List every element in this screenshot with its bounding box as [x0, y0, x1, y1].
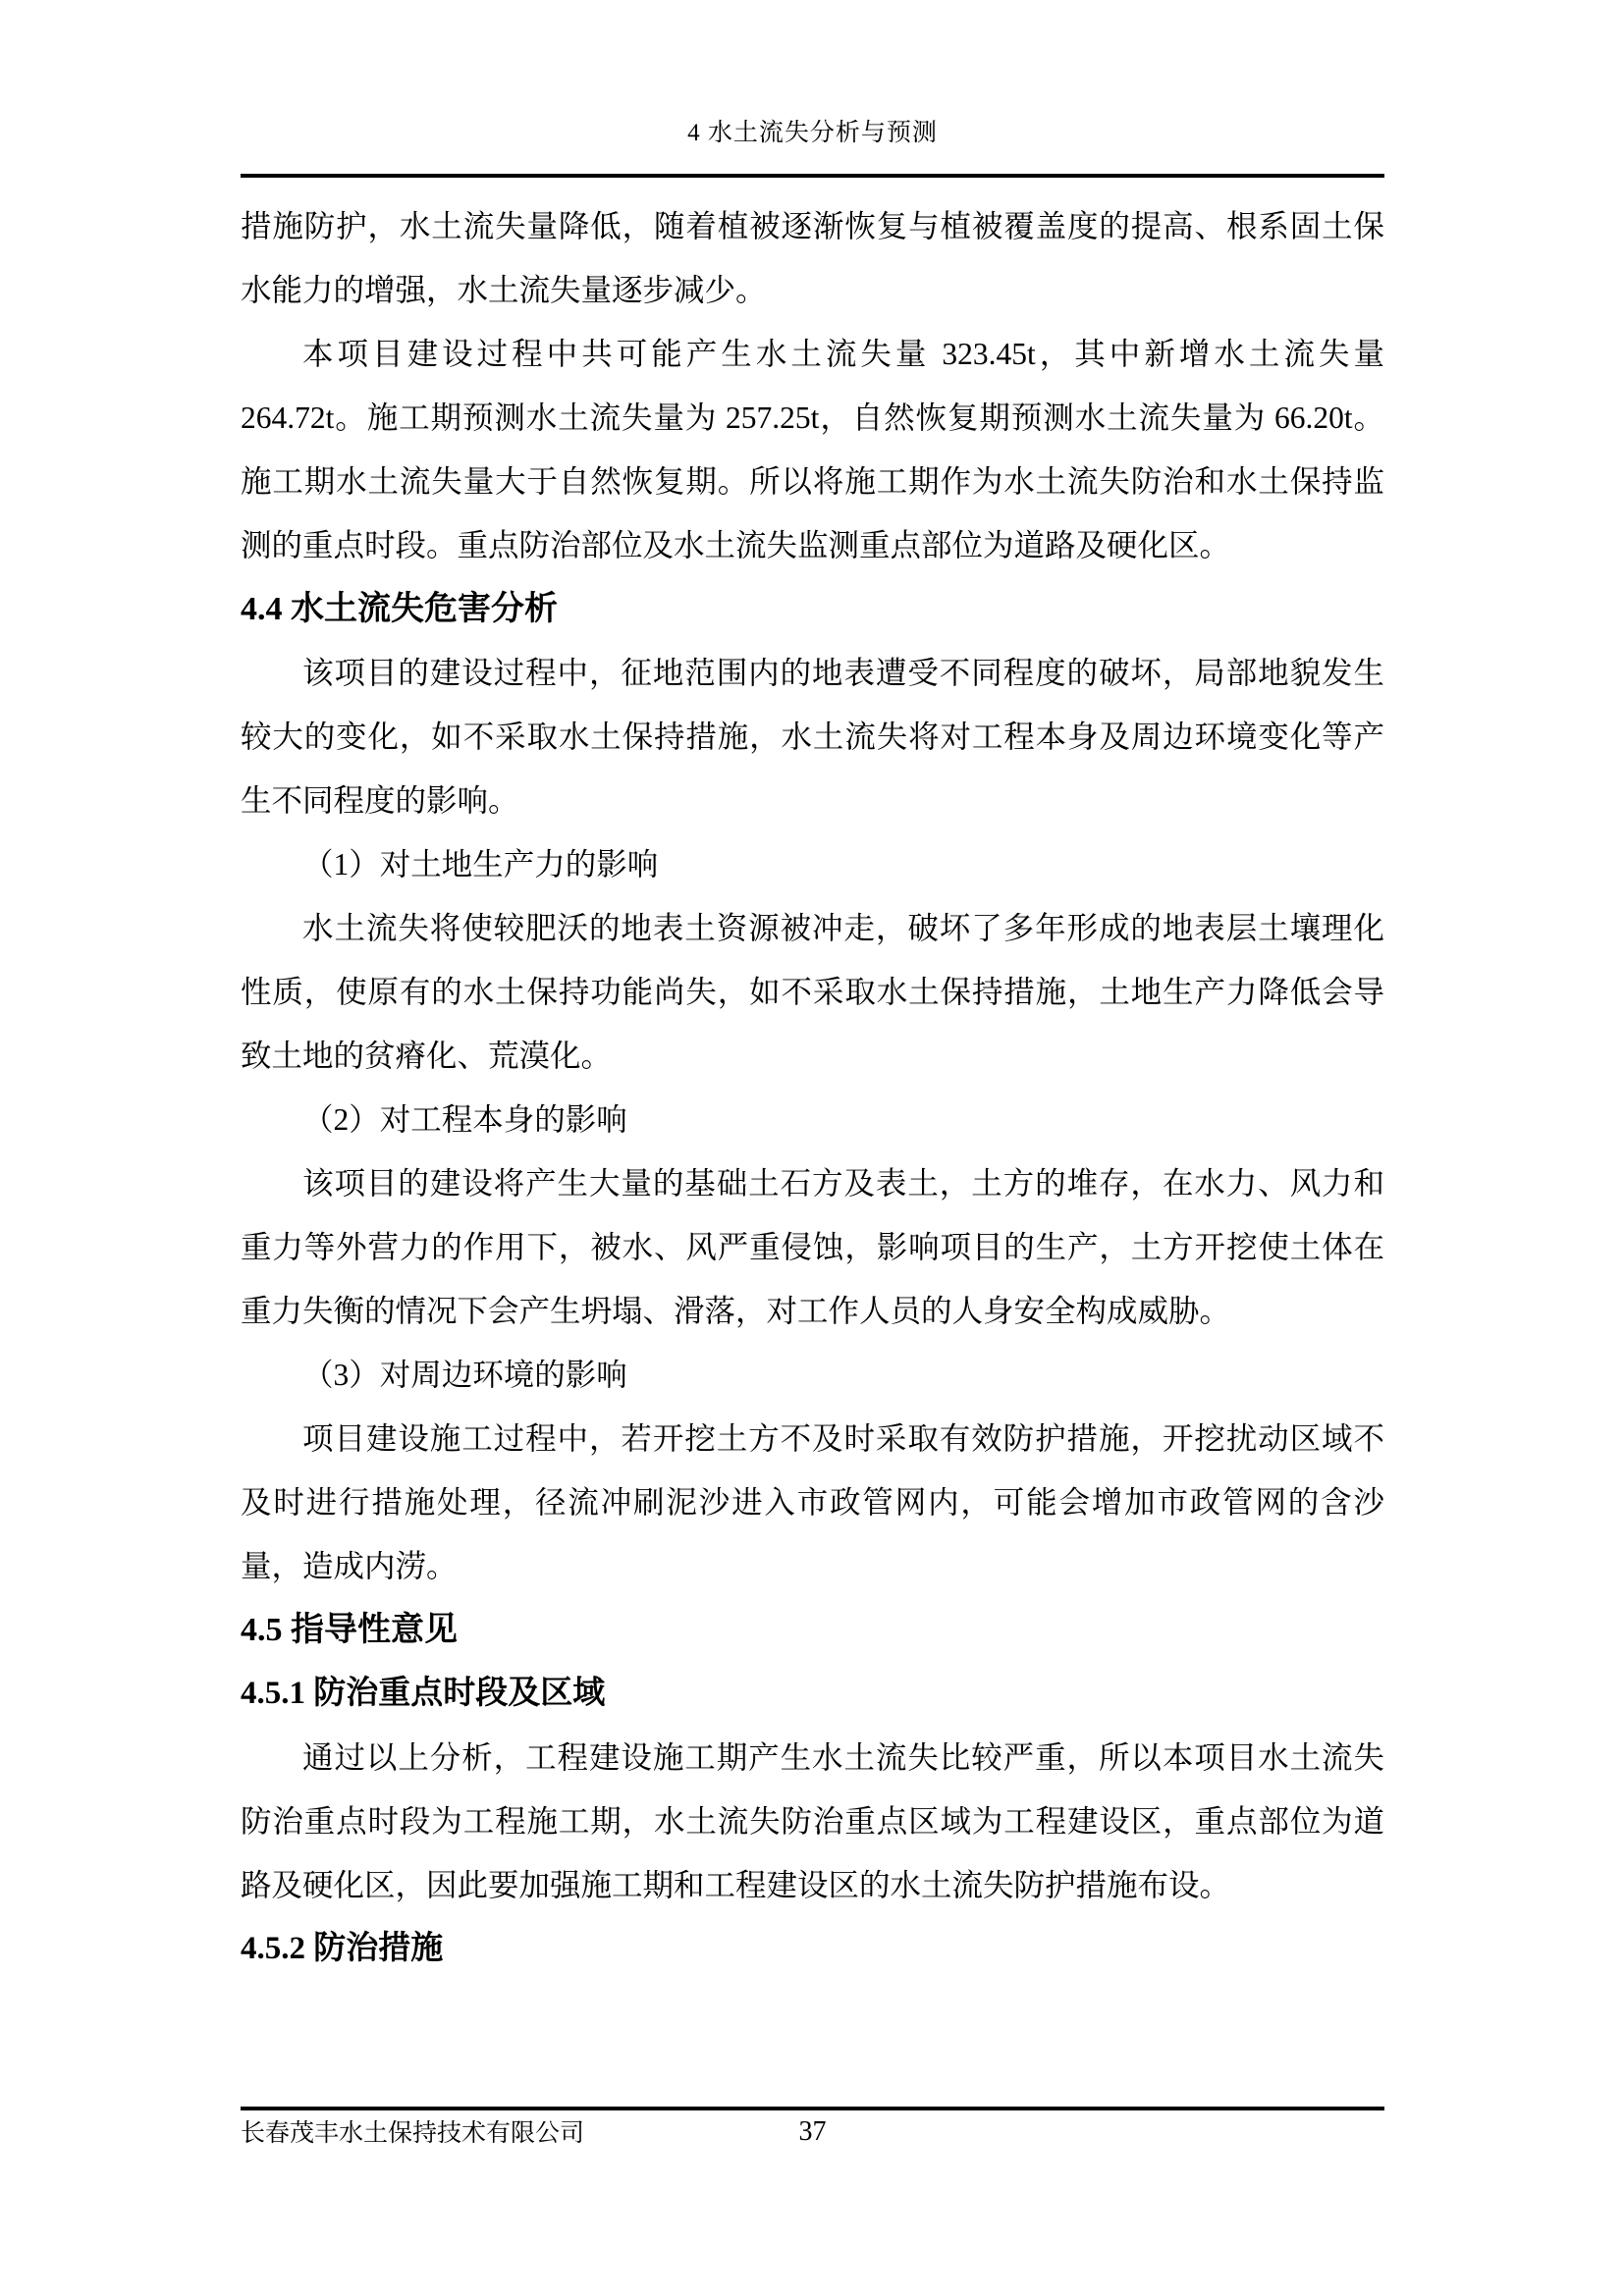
page-header-title: 4 水土流失分析与预测 [687, 120, 938, 146]
paragraph: 项目建设施工过程中，若开挖土方不及时采取有效防护措施，开挖扰动区域不及时进行措施处理，径流冲刷泥沙进入市政管网内，可能会增加市政管网的含沙量，造成内涝。 [241, 1421, 1384, 1583]
page-footer-row [241, 2115, 1384, 2157]
document-body [241, 194, 1384, 1981]
footer-page-number: 37 [798, 2116, 827, 2147]
paragraph: 通过以上分析，工程建设施工期产生水土流失比较严重，所以本项目水土流失防治重点时段为工程施工期，水土流失防治重点区域为工程建设区，重点部位为道路及硬化区，因此要加强施工期和工程建设区的水土流失防护措施布设。 [241, 1740, 1384, 1902]
paragraph: （3）对周边环境的影响 [302, 1358, 627, 1392]
paragraph: （2）对工程本身的影响 [302, 1102, 627, 1137]
paragraph: 本项目建设过程中共可能产生水土流失量 323.45t，其中新增水土流失量 264.72t。施工期预测水土流失量为 257.25t，自然恢复期预测水土流失量为 66.20t。施工期水土流失量大于自然恢复期。所以将施工期作为水土流失防治和水土保持监测的重点时段。重点防治部位及水土流失监测重点部位为道路及硬化区。 [241, 337, 1384, 562]
paragraph: 该项目的建设将产生大量的基础土石方及表土，土方的堆存，在水力、风力和重力等外营力的作用下，被水、风严重侵蚀，影响项目的生产，土方开挖使土体在重力失衡的情况下会产生坍塌、滑落，对工作人员的人身安全构成威胁。 [241, 1166, 1384, 1328]
page-footer [241, 2107, 1384, 2157]
paragraph: （1）对土地生产力的影响 [302, 847, 659, 881]
paragraph: 水土流失将使较肥沃的地表土资源被冲走，破坏了多年形成的地表层土壤理化性质，使原有的水土保持功能尚失，如不采取水土保持措施，土地生产力降低会导致土地的贫瘠化、荒漠化。 [241, 911, 1384, 1073]
subsection-heading: 4.5.2 防治措施 [241, 1931, 444, 1966]
section-heading: 4.4 水土流失危害分析 [241, 591, 558, 627]
page-header [241, 0, 1384, 178]
section-heading: 4.5 指导性意见 [241, 1612, 458, 1648]
footer-company-name: 长春茂丰水土保持技术有限公司 [241, 2120, 585, 2147]
subsection-heading: 4.5.1 防治重点时段及区域 [241, 1676, 606, 1711]
paragraph: 措施防护，水土流失量降低，随着植被逐渐恢复与植被覆盖度的提高、根系固土保水能力的增强，水土流失量逐步减少。 [241, 209, 1384, 307]
paragraph: 该项目的建设过程中，征地范围内的地表遭受不同程度的破坏，局部地貌发生较大的变化，如不采取水土保持措施，水土流失将对工程本身及周边环境变化等产生不同程度的影响。 [241, 656, 1384, 818]
